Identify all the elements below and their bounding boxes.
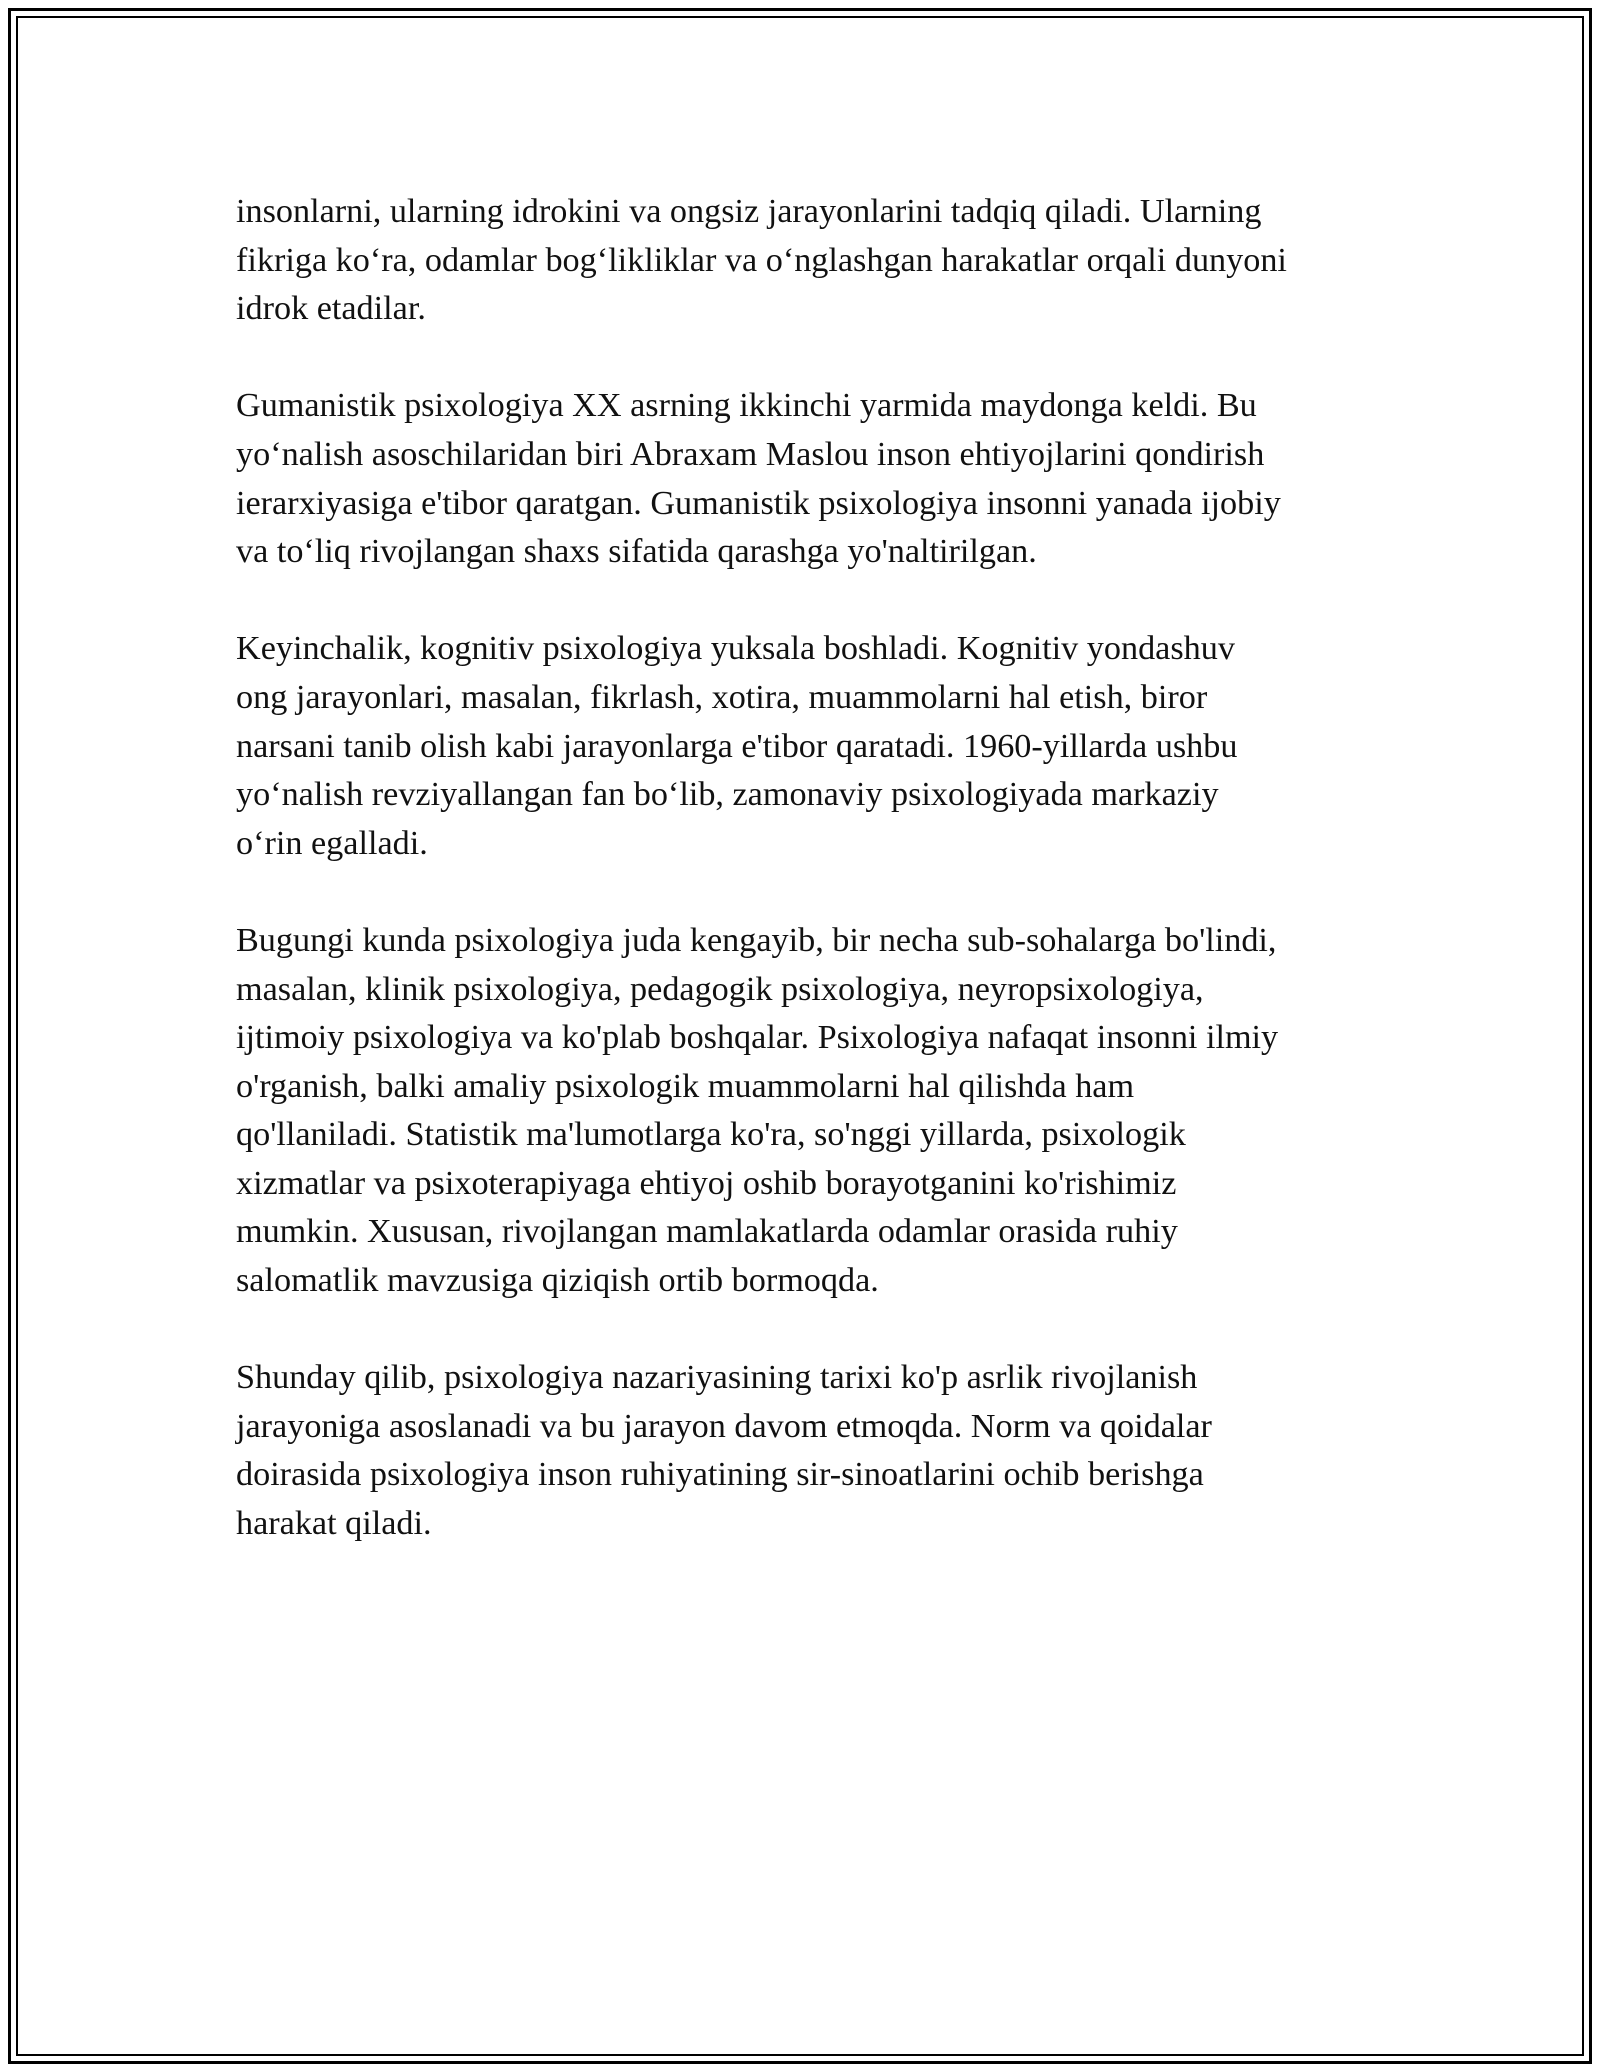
text-line: va to‘liq rivojlangan shaxs sifatida qarashga yo'naltirilgan. [236,533,1037,571]
text-line: Keyinchalik, kognitiv psixologiya yuksala boshladi. Kognitiv yondashuv [236,630,1235,668]
text-line: ierarxiyasiga e'tibor qaratgan. Gumanistik psixologiya insonni yanada ijobiy [236,484,1281,522]
text-line: Gumanistik psixologiya XX asrning ikkinchi yarmida maydonga keldi. Bu [236,387,1257,425]
text-line: jarayoniga asoslanadi va bu jarayon davom etmoqda. Norm va qoidalar [236,1407,1212,1445]
document-body [236,188,1386,1597]
text-line: xizmatlar va psixoterapiyaga ehtiyoj oshib borayotganini ko'rishimiz [236,1164,1177,1202]
text-line: masalan, klinik psixologiya, pedagogik psixologiya, neyropsixologiya, [236,970,1204,1008]
text-line: insonlarni, ularning idrokini va ongsiz jarayonlarini tadqiq qiladi. Ularning [236,193,1262,230]
text-line: ijtimoiy psixologiya va ko'plab boshqalar. Psixologiya nafaqat insonni ilmiy [236,1019,1279,1057]
text-line: Bugungi kunda psixologiya juda kengayib, bir necha sub-sohalarga bo'lindi, [236,921,1277,959]
text-line: idrok etadilar. [236,290,426,328]
text-line: fikriga ko‘ra, odamlar bog‘likliklar va o‘nglashgan harakatlar orqali dunyoni [236,241,1287,279]
paragraph [236,188,1386,334]
text-line: yo‘nalish asoschilaridan biri Abraxam Maslou inson ehtiyojlarini qondirish [236,435,1265,473]
text-line: doirasida psixologiya inson ruhiyatining sir-sinoatlarini ochib berishga [236,1456,1204,1494]
text-line: yo‘nalish revziyallangan fan bo‘lib, zamonaviy psixologiyada markaziy [236,776,1219,814]
text-line: ong jarayonlari, masalan, fikrlash, xotira, muammolarni hal etish, biror [236,678,1208,716]
paragraph [236,1354,1386,1548]
text-line: o'rganish, balki amaliy psixologik muammolarni hal qilishda ham [236,1067,1135,1105]
text-line: o‘rin egalladi. [236,824,428,862]
text-line: harakat qiladi. [236,1505,432,1543]
paragraph [236,625,1386,868]
text-line: Shunday qilib, psixologiya nazariyasining tarixi ko'p asrlik rivojlanish [236,1359,1198,1397]
text-line: qo'llaniladi. Statistik ma'lumotlarga ko'ra, so'nggi yillarda, psixologik [236,1116,1186,1154]
text-line: narsani tanib olish kabi jarayonlarga e'tibor qaratadi. 1960-yillarda ushbu [236,727,1238,765]
paragraph [236,382,1386,576]
text-line: mumkin. Xususan, rivojlangan mamlakatlarda odamlar orasida ruhiy [236,1213,1178,1251]
text-line: salomatlik mavzusiga qiziqish ortib bormoqda. [236,1262,879,1300]
paragraph [236,917,1386,1306]
